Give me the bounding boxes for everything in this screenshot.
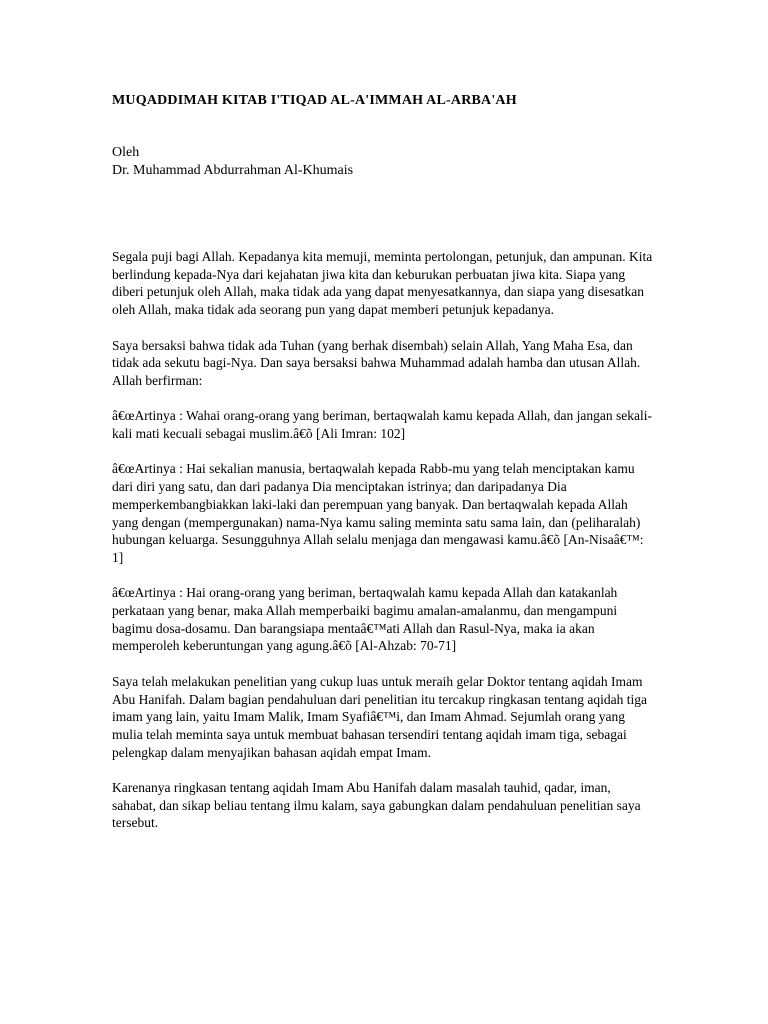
paragraph-quote-an-nisa: â€œArtinya : Hai sekalian manusia, bertaqwalah kepada Rabb-mu yang telah menciptakan kamu dari diri yang satu, dan dari padanya Dia menciptakan istrinya; dan daripadanya Dia memperkembangbiakkan laki-laki dan perempuan yang banyak. Dan bertaqwalah kepada Allah yang dengan (mempergunakan) nama-Nya kamu saling meminta satu sama lain, dan (peliharalah) hubungan keluarga. Sesungguhnya Allah selalu menjaga dan mengawasi kamu.â€õ [An-Nisaâ€™: 1] [112, 461, 644, 565]
byline-label: Oleh [112, 145, 140, 160]
document-page [112, 92, 657, 850]
author-name: Dr. Muhammad Abdurrahman Al-Khumais [112, 163, 354, 178]
paragraph-testimony: Saya bersaksi bahwa tidak ada Tuhan (yang berhak disembah) selain Allah, Yang Maha Esa, dan tidak ada sekutu bagi-Nya. Dan saya bersaksi bahwa Muhammad adalah hamba dan utusan Allah. Allah berfirman: [112, 337, 641, 388]
paragraph-summary: Karenanya ringkasan tentang aqidah Imam Abu Hanifah dalam masalah tauhid, qadar, iman, sahabat, dan sikap beliau tentang ilmu kalam, saya gabungkan dalam pendahuluan penelitian saya tersebut. [112, 780, 641, 831]
paragraph-quote-ali-imran: â€œArtinya : Wahai orang-orang yang beriman, bertaqwalah kamu kepada Allah, dan jangan sekali-kali mati kecuali sebagai muslim.â€õ [Ali Imran: 102] [112, 408, 652, 441]
byline [112, 144, 657, 180]
paragraph-quote-al-ahzab: â€œArtinya : Hai orang-orang yang beriman, bertaqwalah kamu kepada Allah dan katakanlah perkataan yang benar, maka Allah memperbaiki bagimu amalan-amalanmu, dan mengampuni bagimu dosa-dosamu. Dan barangsiapa mentaâ€™ati Allah dan Rasul-Nya, maka ia akan memperoleh keberuntungan yang agung.â€õ [Al-Ahzab: 70-71] [112, 585, 618, 654]
document-body [112, 248, 657, 832]
document-title: MUQADDIMAH KITAB I'TIQAD AL-A'IMMAH AL-ARBA'AH [112, 93, 517, 108]
paragraph-opening: Segala puji bagi Allah. Kepadanya kita memuji, meminta pertolongan, petunjuk, dan ampunan. Kita berlindung kepada-Nya dari kejahatan jiwa kita dan keburukan perbuatan jiwa kita. Siapa yang diberi petunjuk oleh Allah, maka tidak ada yang dapat menyesatkannya, dan siapa yang disesatkan oleh Allah, maka tidak ada seorang pun yang dapat memberi petunjuk kepadanya. [112, 249, 653, 318]
paragraph-research: Saya telah melakukan penelitian yang cukup luas untuk meraih gelar Doktor tentang aqidah Imam Abu Hanifah. Dalam bagian pendahuluan dari penelitian itu tercakup ringkasan tentang aqidah tiga imam yang lain, yaitu Imam Malik, Imam Syafiâ€™i, dan Imam Ahmad. Sejumlah orang yang mulia telah meminta saya untuk membuat bahasan tersendiri tentang aqidah imam tiga, sebagai pelengkap dalam menyajikan bahasan aqidah empat Imam. [112, 673, 647, 760]
